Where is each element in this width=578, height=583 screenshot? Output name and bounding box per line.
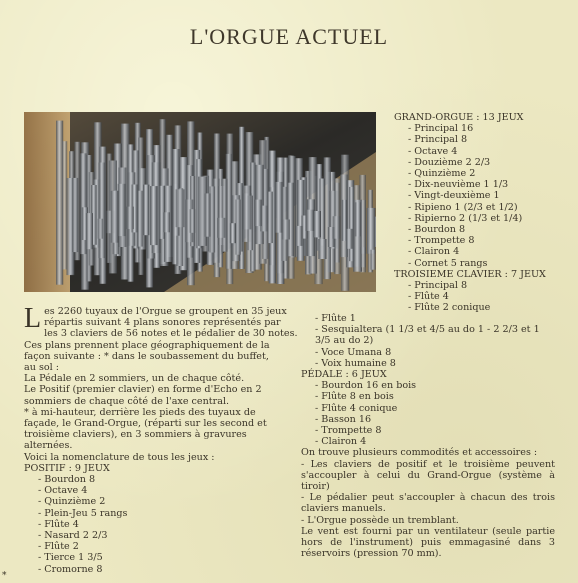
organ-pipe [282,220,290,240]
stop-item: - Flûte 1 [315,313,356,324]
paragraph: Le Positif (premier clavier) en forme d'Echo en 2 sommiers de chaque côté de l'axe central. [24,384,262,407]
stop-item: - Trompette 8 [315,425,382,437]
footnote-mark: * [2,571,7,581]
stop-item: - L'Orgue possède un tremblant. [301,514,459,526]
stop-item: - Flûte 2 [38,541,79,553]
organ-pipe [205,193,211,236]
stop-item: - Clairon 4 [408,246,460,258]
stop-item: - Octave 4 [38,485,88,497]
organ-pipe [295,226,302,246]
sesquialtera: - Sesquialtera (1 1/3 et 4/5 au do 1 - 2 2/3 et 1 3/5 au do 2) [315,324,540,347]
organ-pipe [222,179,228,252]
troisieme-heading: TROISIEME CLAVIER : 7 JEUX [394,268,546,280]
right-column [394,112,570,314]
stop-item: - Cornet 5 rangs [408,257,488,269]
intro-line: es 2260 tuyaux de l'Orgue se groupent en 35 jeux [44,306,287,317]
stop-item: - Clairon 4 [315,436,367,448]
organ-pipe [367,208,376,254]
pedale-heading: PÉDALE : 6 JEUX [301,369,387,381]
organ-pipe [243,193,252,229]
stop-item: - Principal 8 [408,280,468,292]
stop-item: - Douzième 2 2/3 [408,156,491,168]
stop-item: - Flûte 8 en bois [315,391,394,403]
organ-pipe [217,218,225,238]
organ-pipe [360,200,366,254]
dropcap: L [24,303,42,334]
organ-pipe [176,189,185,227]
left-column [24,303,298,575]
stop-item: - Trompette 8 [408,235,475,247]
stop-item: - Quinzième 2 [408,168,476,180]
stop-item: - Plein-Jeu 5 rangs [38,507,128,519]
paragraph: Ces plans prennent place géographiquement de la façon suivante : * dans le soubassement du buffet, au sol : [24,339,270,374]
organ-pipe [98,219,104,239]
organ-pipe [118,184,126,236]
pedale-stops [301,380,555,447]
organ-pipe [349,187,354,261]
stop-item: - Cromorne 8 [38,563,103,575]
organ-pipe [235,200,240,255]
stop-item: - Flûte 4 conique [315,402,398,414]
stop-item: - Dix-neuvième 1 1/3 [408,179,509,191]
stop-item: - Basson 16 [315,413,372,425]
organ-pipe [361,247,366,267]
stop-item: Le vent est fourni par un ventilateur (seule partie hors de l'instrument) puis emmagasiné dans 3 réservoirs (pression 70 mm). [301,525,555,560]
organ-pipe [355,202,361,236]
paragraph: La Pédale en 2 sommiers, un de chaque côté. [24,373,245,385]
organ-pipe [72,178,78,252]
organ-pipe [346,229,353,249]
stop-item: - Voce Umana 8 [315,346,392,358]
stop-item: - Ripieno 1 (2/3 et 1/2) [408,201,518,213]
intro-line: répartis suivant 4 plans sonores représentés par [44,317,281,329]
organ-pipe [230,223,236,243]
organ-pipes-photo [24,112,376,292]
organ-pipe [127,207,134,230]
page-title: L'ORGUE ACTUEL [189,24,389,49]
organ-pipe [111,191,119,243]
organ-pipe [99,163,105,259]
stop-item: - Le pédalier peut s'accoupler à chacun des trois claviers manuels. [301,492,555,515]
stop-item: - Octave 4 [408,145,458,157]
stop-item: - Bourdon 16 en bois [315,380,417,392]
organ-pipe [190,209,196,233]
stop-item: - Vingt-deuxième 1 [408,190,500,202]
organ-pipe [306,210,314,231]
troisieme-cont-stops [301,313,555,324]
organ-pipe [150,186,157,245]
organ-pipe [62,141,67,269]
commodites-heading: On trouve plusieurs commodités et accessoires : [301,447,538,459]
positif-heading: POSITIF : 9 JEUX [24,462,110,474]
organ-pipes-image [24,112,376,292]
stop-item: - Bourdon 8 [38,474,96,486]
troisieme-cont-stops2 [301,347,555,369]
organ-pipe [137,191,143,247]
stop-item: - Bourdon 8 [408,224,466,236]
stop-item: - Les claviers de positif et le troisième peuvent s'accoupler à celui du Grand-Orgue (système à tiroir) [301,458,555,493]
paragraph: Voici la nomenclature de tous les jeux : [24,451,215,463]
troisieme-stops [394,280,570,314]
stop-item: - Principal 16 [408,123,474,135]
middle-column [301,313,555,559]
organ-pipe [143,185,149,236]
organ-pipe [86,213,93,249]
grand-orgue-heading: GRAND-ORGUE : 13 JEUX [394,112,524,123]
stop-item: - Voix humaine 8 [315,357,396,369]
intro-paragraph [24,303,298,340]
stop-item: - Ripierno 2 (1/3 et 1/4) [408,212,523,224]
organ-pipe [275,182,283,233]
stop-item: - Nasard 2 2/3 [38,530,108,542]
organ-pipe [254,200,261,227]
stop-item: - Tierce 1 3/5 [38,552,103,564]
grand-orgue-stops [394,123,570,269]
intro-line: les 3 claviers de 56 notes et le pédalier de 30 notes. [44,328,298,340]
stop-item: - Quinzième 2 [38,496,106,508]
commodites-list [301,459,555,560]
stop-item: - Flûte 4 [38,518,79,530]
positif-stops [24,474,276,575]
organ-pipe [318,239,326,259]
organ-pipe [333,216,341,239]
stop-item: - Principal 8 [408,134,468,146]
organ-pipe [267,192,273,244]
organ-pipe [163,212,170,232]
stop-item: - Flûte 2 conique [408,302,491,314]
organ-pipe [313,211,321,237]
stop-item: - Flûte 4 [408,291,449,303]
organ-pipe [371,250,376,270]
paragraph: * à mi-hauteur, derrière les pieds des tuyaux de façade, le Grand-Orgue, (réparti sur les second et troisième claviers), en 3 sommiers à gravures alternées. [24,406,267,452]
